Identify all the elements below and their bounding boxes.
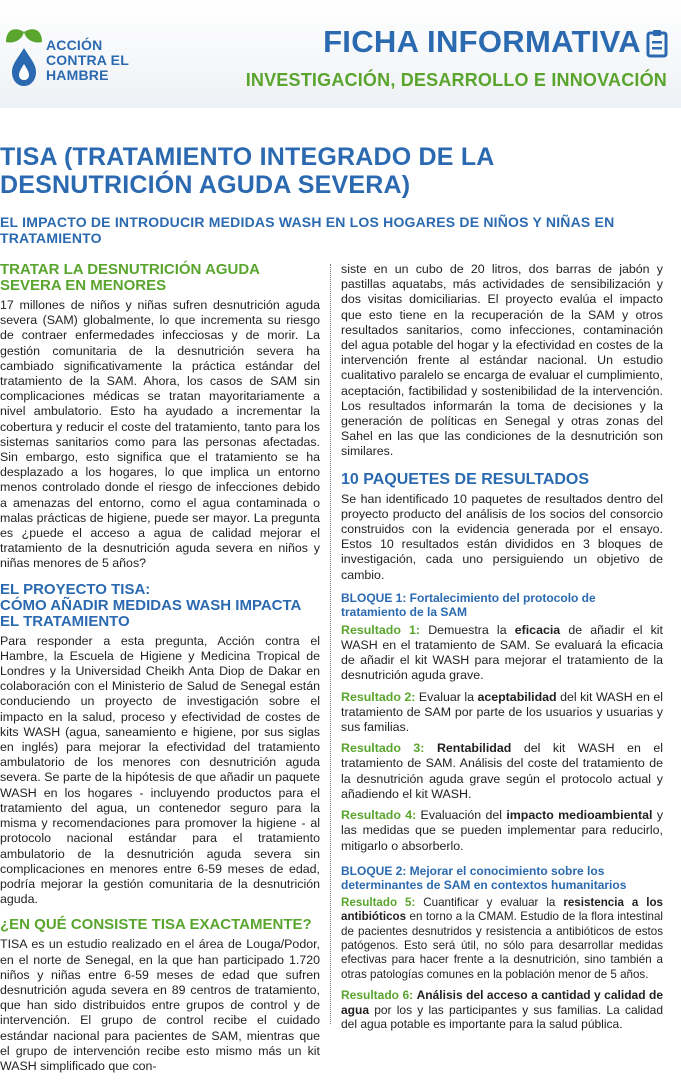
result-5-label: Resultado 5:: [341, 895, 416, 909]
section-heading-what-is-tisa: ¿EN QUÉ CONSISTE TISA EXACTAMENTE?: [0, 916, 312, 934]
section-body-what-is-tisa: TISA es un estudio realizado en el área de Louga/Podor, en el norte de Senegal, en la que han participado 1.720 niños y niñas entre 6-59 meses de edad que sufren desnutrición aguda severa en 89 centros de tratamiento, que han sido distribuidos entre grupos de control y de intervención. El grupo de control recibe el cuidado estándar nacional para pacientes de SAM, mientras que el grupo de intervención recibe esto mismo más un kit WASH simplificado que con-: [0, 937, 320, 1073]
result-5: [341, 896, 663, 982]
logo-wordmark: [46, 38, 129, 83]
result-3: [341, 741, 663, 802]
block-2-heading: BLOQUE 2: Mejorar el conocimiento sobre los determinantes de SAM en contextos humanitarios: [341, 863, 627, 892]
result-3-bold: Rentabilidad: [436, 741, 512, 756]
result-6-label: Resultado 6:: [341, 988, 414, 1003]
result-1: [341, 623, 663, 684]
result-4-text-b: y las medidas que se pueden implementar para reducirlo, mitigarlo o absorberlo.: [341, 808, 664, 853]
result-4: [341, 808, 663, 854]
section-body-treating-sam: 17 millones de niños y niñas sufren desnutrición aguda severa (SAM) globalmente, lo que incrementa su riesgo de contraer enfermedades infecciosas y de morir. La gestión comunitaria de la desnutrición severa ha cambiado significativamente la práctica estándar del tratamiento de la SAM. Ahora, los casos de SAM sin complicaciones médicas se tratan mayoritariamente a nivel ambulatorio. Esto ha ayudado a incrementar la cobertura y reducir el coste del tratamiento, tanto para los sistemas sanitarios como para las personas afectadas. Sin embargo, esto significa que el tratamiento se ha desplazado a los hogares, lo que implica un entorno menos controlado donde el riesgo de infecciones debido a amenazas del entorno, como el agua contaminada o malas prácticas de higiene, puede ser mayor. La pregunta es ¿puede el acceso a agua de calidad mejorar el tratamiento de la desnutrición aguda severa en niños y niñas menores de 5 años?: [0, 298, 320, 571]
section-heading-tisa-project-sub: CÓMO AÑADIR MEDIDAS WASH IMPACTA EL TRATAMIENTO: [0, 596, 301, 630]
left-column: [0, 262, 320, 1084]
result-5-text-a: Cuantificar y evaluar la: [415, 895, 564, 909]
result-5-bold: resistencia a los antibióticos: [341, 895, 663, 924]
result-2-text-a: Evaluar la: [415, 689, 478, 704]
clipboard-icon: [646, 28, 668, 58]
logo-line-3: HAMBRE: [46, 67, 109, 83]
section-body-tisa-project: Para responder a esta pregunta, Acción contra el Hambre, la Escuela de Higiene y Medicina Tropical de Londres y la Universidad Cheikh Anta Diop de Dakar en colaboración con el Ministerio de Salud de Senegal están conduciendo un proyecto de investigación sobre el impacto en la salud, proceso y efectividad de costes de kits WASH (agua, saneamiento e higiene, por sus siglas en inglés) para mejorar la efectividad del tratamiento ambulatorio de los menores con desnutrición aguda severa. Se parte de la hipótesis de que añadir un paquete WASH en los hogares - incluyendo productos para el tratamiento del agua, un contenedor seguro para la misma y recomendaciones para promover la higiene - al protocolo nacional estándar para el tratamiento ambulatorio de la desnutrición aguda severa sin complicaciones en menores entre 6-59 meses de edad, podría mejorar la gestión comunitaria de la desnutrición aguda.: [0, 633, 320, 907]
page-header: [0, 0, 681, 108]
header-subtitle: INVESTIGACIÓN, DESARROLLO E INNOVACIÓN: [245, 70, 667, 90]
result-1-bold: eficacia: [514, 622, 561, 637]
result-4-bold: impacto medioambiental: [506, 808, 653, 823]
result-1-label: Resultado 1:: [341, 622, 421, 637]
leaf-drop-icon: [4, 20, 44, 100]
result-2-bold: aceptabilidad: [477, 689, 557, 704]
header-title: FICHA INFORMATIVA: [323, 24, 641, 59]
section-body-result-packages: Se han identificado 10 paquetes de resultados dentro del proyecto producto del análisis de los socios del consorcio construidos con la evidencia generada por el ensayo. Estos 10 resultados están divididos en 3 bloques de investigación, cada uno persiguiendo un objetivo de cambio.: [341, 491, 663, 582]
result-1-text-a: Demuestra la: [420, 622, 515, 637]
logo-line-1: ACCIÓN: [46, 37, 103, 53]
organization-logo: [4, 20, 144, 100]
result-6: [341, 988, 663, 1032]
section-heading-result-packages: 10 PAQUETES DE RESULTADOS: [341, 470, 590, 488]
result-5-text-b: en torno a la CMAM. Estudio de la flora intestinal de pacientes desnutridos y resistencia a antibióticos de estos patógenos. Esto será útil, no sólo para desarrollar medidas efectivas para hacer frente a la desnutrición, sino también a otras patologías comunes en la población menor de 5 años.: [341, 910, 663, 981]
result-4-label: Resultado 4:: [341, 808, 417, 823]
result-6-bold: Análisis del acceso a cantidad y calidad de agua: [341, 988, 663, 1017]
section-body-continued: siste en un cubo de 20 litros, dos barras de jabón y pastillas aquatabs, más actividades de sensibilización y dos visitas domiciliarias. El proyecto evalúa el impacto que esto tiene en la recuperación de la SAM y otros resultados sanitarios, como infecciones, contaminación del agua potable del hogar y la efectividad en costes de la intervención frente al estándar nacional. Un estudio cualitativo paralelo se encarga de evaluar el cumplimiento, aceptación, factibilidad y sostenibilidad de la intervención. Los resultados informarán la toma de decisiones y la generación de políticas en Senegal y otras zonas del Sahel en las que las condiciones de la desnutrición son similares.: [341, 262, 663, 459]
column-divider: [330, 264, 331, 1024]
result-2: [341, 690, 663, 736]
section-heading-treating-sam: TRATAR LA DESNUTRICIÓN AGUDA SEVERA EN MENORES: [0, 261, 260, 294]
result-3-label: Resultado 3:: [341, 741, 425, 756]
result-2-text-b: del kit WASH en el tratamiento de SAM por parte de los usuarios y usuarias y sus familias.: [341, 689, 664, 735]
section-heading-tisa-project: EL PROYECTO TISA:: [0, 580, 151, 598]
block-1-heading: BLOQUE 1: Fortalecimiento del protocolo de tratamiento de la SAM: [341, 590, 596, 619]
document-title: TISA (TRATAMIENTO INTEGRADO DE LA DESNUTRICIÓN AGUDA SEVERA): [0, 143, 494, 199]
result-2-label: Resultado 2:: [341, 689, 416, 704]
logo-line-2: CONTRA EL: [46, 52, 129, 68]
document-subtitle: EL IMPACTO DE INTRODUCIR MEDIDAS WASH EN LOS HOGARES DE NIÑOS Y NIÑAS EN TRATAMIENTO: [0, 214, 615, 246]
right-column: [341, 262, 663, 1038]
result-6-text-b: por los y las participantes y sus familias. La calidad del agua potable es importante para la salud pública.: [341, 1002, 663, 1032]
result-3-text-a: [424, 741, 437, 755]
result-3-text-b: del kit WASH en el tratamiento de SAM. Análisis del coste del tratamiento de la desnutrición aguda grave según el protocolo actual y añadiendo el kit WASH.: [341, 741, 663, 801]
result-1-text-b: de añadir el kit WASH en el tratamiento de SAM. Se evaluará la eficacia de añadir el kit WASH para mejorar el tratamiento de la desnutrición aguda grave.: [341, 622, 663, 683]
result-4-text-a: Evaluación del: [416, 808, 507, 823]
